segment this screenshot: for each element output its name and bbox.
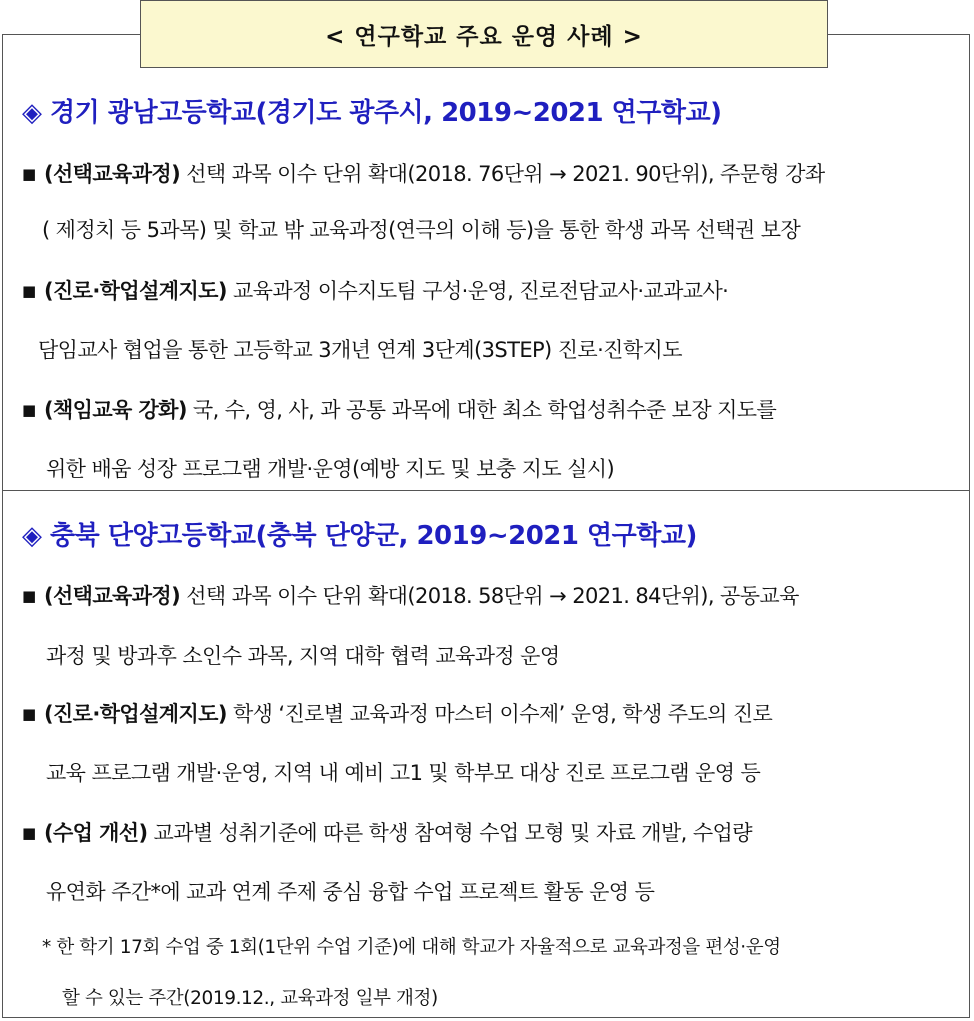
section-heading-danyang: ◈ 충북 단양고등학교(충북 단양군, 2019~2021 연구학교) (22, 521, 697, 551)
item-lead: (선택교육과정) (44, 162, 181, 186)
square-bullet-icon: ■ (22, 824, 36, 842)
square-bullet-icon: ■ (22, 401, 36, 419)
item-continuation: ( 제정치 등 5과목) 및 학교 밖 교육과정(연극의 이해 등)을 통한 학생 과목 선택권 보장 (42, 218, 801, 242)
square-bullet-icon: ■ (22, 282, 36, 300)
square-bullet-icon: ■ (22, 165, 36, 183)
footnote-continuation: 할 수 있는 주간(2019.12., 교육과정 일부 개정) (62, 988, 438, 1009)
page-title: < 연구학교 주요 운영 사례 > (140, 0, 828, 68)
bullet-item (22, 394, 952, 424)
bullet-item (22, 580, 952, 610)
item-text: 국, 수, 영, 사, 과 공통 과목에 대한 최소 학업성취수준 보장 지도를 (186, 398, 777, 422)
item-lead: (진로·학업설계지도) (44, 279, 227, 303)
item-text: 학생 ‘진로별 교육과정 마스터 이수제’ 운영, 학생 주도의 진로 (226, 702, 773, 726)
item-continuation: 위한 배움 성장 프로그램 개발·운영(예방 지도 및 보충 지도 실시) (46, 457, 615, 481)
item-lead: (진로·학업설계지도) (44, 702, 227, 726)
bullet-item (22, 158, 952, 188)
bullet-item (22, 817, 952, 847)
item-lead: (수업 개선) (44, 821, 148, 845)
square-bullet-icon: ■ (22, 705, 36, 723)
item-text: 선택 과목 이수 단위 확대(2018. 76단위 → 2021. 90단위), 주문형 강좌 (180, 162, 825, 186)
bullet-item (22, 275, 952, 305)
item-continuation: 유연화 주간*에 교과 연계 주제 중심 융합 수업 프로젝트 활동 운영 등 (46, 880, 655, 904)
item-text: 교육과정 이수지도팀 구성·운영, 진로전담교사·교과교사· (226, 279, 729, 303)
bullet-item (22, 698, 952, 728)
square-bullet-icon: ■ (22, 587, 36, 605)
item-lead: (선택교육과정) (44, 584, 181, 608)
item-text: 교과별 성취기준에 따른 학생 참여형 수업 모형 및 자료 개발, 수업량 (147, 821, 752, 845)
item-continuation: 담임교사 협업을 통한 고등학교 3개년 연계 3단계(3STEP) 진로·진학지도 (38, 338, 682, 362)
section-divider (2, 490, 970, 491)
section-heading-gwangnam: ◈ 경기 광남고등학교(경기도 광주시, 2019~2021 연구학교) (22, 98, 722, 128)
footnote: * 한 학기 17회 수업 중 1회(1단위 수업 기준)에 대해 학교가 자율적으로 교육과정을 편성·운영 (42, 937, 781, 958)
item-continuation: 교육 프로그램 개발·운영, 지역 내 예비 고1 및 학부모 대상 진로 프로그램 운영 등 (46, 761, 761, 785)
item-lead: (책임교육 강화) (44, 398, 187, 422)
item-text: 선택 과목 이수 단위 확대(2018. 58단위 → 2021. 84단위), 공동교육 (180, 584, 799, 608)
item-continuation: 과정 및 방과후 소인수 과목, 지역 대학 협력 교육과정 운영 (46, 644, 560, 668)
